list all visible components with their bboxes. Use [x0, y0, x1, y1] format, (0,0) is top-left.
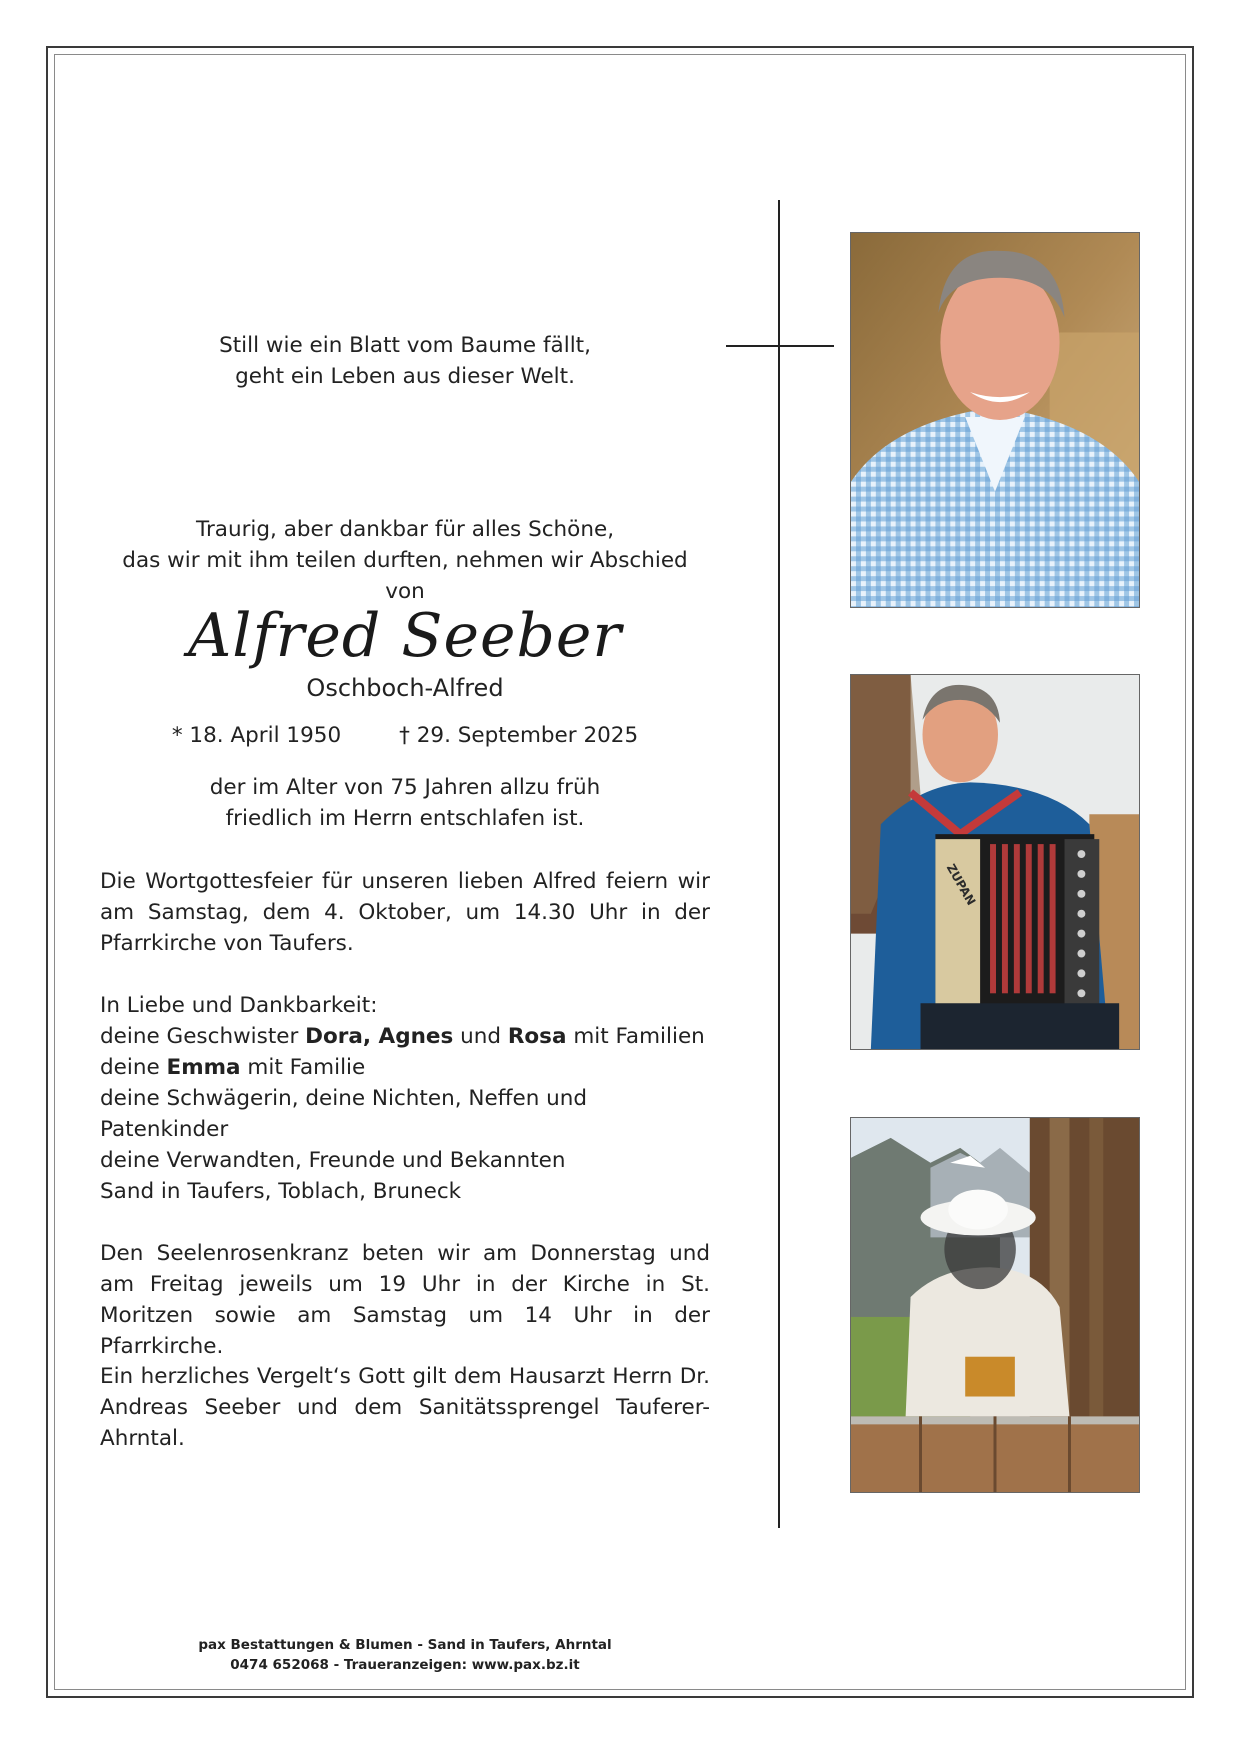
life-dates [100, 720, 710, 751]
accordion-photo [850, 674, 1140, 1050]
mourners-block [100, 990, 710, 1176]
rosary-paragraph: Den Seelenrosenkranz beten wir am Donnerstag und am Freitag jeweils um 19 Uhr in der Kirche in St. Moritzen sowie am Samstag um 14 Uhr in der Pfarrkirche. [100, 1241, 710, 1359]
deceased-name: Alfred Seeber [187, 601, 623, 671]
footer-line-1: pax Bestattungen & Blumen - Sand in Taufers, Ahrntal [198, 1637, 612, 1653]
mourners-emma: deine Emma mit Familie [100, 1055, 366, 1080]
nickname: Oschboch-Alfred [306, 674, 504, 702]
mourners-heading: In Liebe und Dankbarkeit: [100, 993, 378, 1018]
intro-line-1: Traurig, aber dankbar für alles Schöne, [195, 517, 615, 542]
age-line-2: friedlich im Herrn entschlafen ist. [225, 806, 585, 831]
birth-date: * 18. April 1950 [171, 723, 342, 748]
mourners-line-3: deine Schwägerin, deine Nichten, Neffen und Patenkinder [100, 1086, 588, 1142]
service-paragraph: Die Wortgottesfeier für unseren lieben Alfred feiern wir am Samstag, dem 4. Oktober, um 14.30 Uhr in der Pfarrkirche von Taufers. [100, 869, 710, 956]
age-text [100, 772, 710, 834]
intro-line-2: das wir mit ihm teilen durften, nehmen wir Abschied von [122, 548, 688, 604]
footer-line-2: 0474 652068 - Traueranzeigen: www.pax.bz.it [230, 1657, 580, 1673]
death-date: † 29. September 2025 [399, 723, 639, 748]
mourners-line-4: deine Verwandten, Freunde und Bekannten [100, 1148, 566, 1173]
verse-line-2: geht ein Leben aus dieser Welt. [235, 364, 575, 389]
thanks-paragraph: Ein herzliches Vergelt‘s Gott gilt dem Hausarzt Herrn Dr. Andreas Seeber und dem Sanitätssprengel Tauferer-Ahrntal. [100, 1364, 710, 1451]
age-line-1: der im Alter von 75 Jahren allzu früh [209, 775, 601, 800]
verse-line-1: Still wie ein Blatt vom Baume fällt, [219, 333, 591, 358]
cross-horizontal-bar [726, 345, 834, 347]
portrait-photo [850, 232, 1140, 608]
beekeeper-photo [850, 1117, 1140, 1493]
places: Sand in Taufers, Toblach, Bruneck [100, 1179, 462, 1204]
funeral-home-footer [100, 1635, 710, 1675]
mourners-siblings: deine Geschwister Dora, Agnes und Rosa mit Familien [100, 1024, 705, 1049]
intro-text [100, 514, 710, 607]
cross-vertical-bar [778, 200, 780, 1528]
accordion-label: ZUPAN [943, 861, 979, 908]
verse [100, 330, 710, 392]
